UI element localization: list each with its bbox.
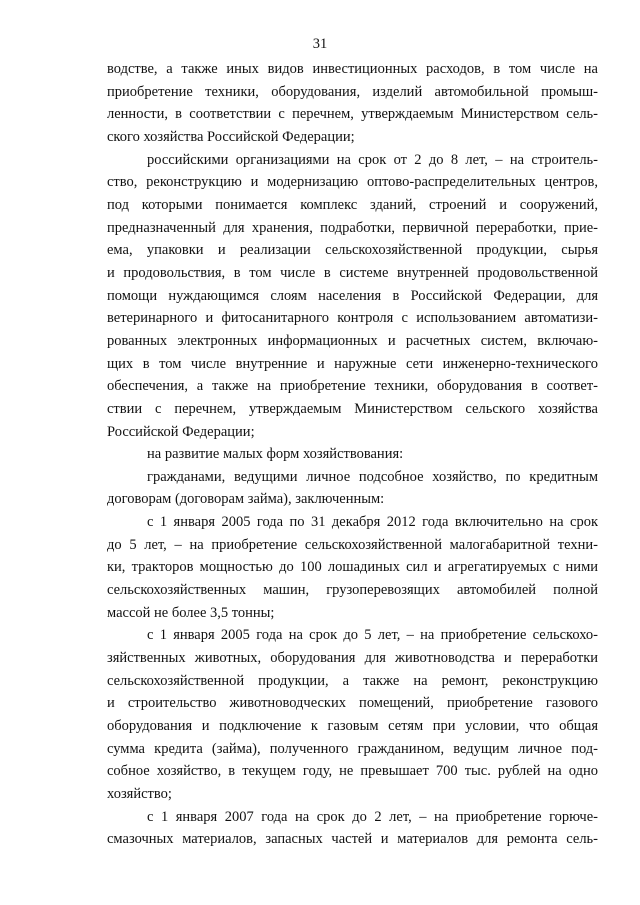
body-text xyxy=(107,58,598,851)
text-line: собное хозяйство, в текущем году, не превышает 700 тыс. рублей на одно xyxy=(107,763,598,780)
text-line: ство, реконструкцию и модернизацию оптово-распределительных центров, xyxy=(107,174,598,191)
text-line: массой не более 3,5 тонны; xyxy=(107,604,275,621)
text-line: ствии с перечнем, утверждаемым Министерством сельского хозяйства xyxy=(107,400,598,417)
text-line: оборудования и подключение к газовым сетям при условии, что общая xyxy=(107,718,598,735)
text-line: смазочных материалов, запасных частей и материалов для ремонта сель- xyxy=(107,831,598,848)
text-line: сельскохозяйственных машин, грузоперевозящих автомобилей полной xyxy=(107,582,598,599)
text-line: ветеринарного и фитосанитарного контроля с использованием автоматизи- xyxy=(107,310,598,327)
text-line: помощи нуждающимся слоям населения в Российской Федерации, для xyxy=(107,287,598,304)
text-line: ленности, в соответствии с перечнем, утверждаемым Министерством сель- xyxy=(107,106,598,123)
text-line: сельскохозяйственной продукции, а также на ремонт, реконструкцию xyxy=(107,672,598,689)
text-line: хозяйство; xyxy=(107,786,172,802)
text-line: гражданами, ведущими личное подсобное хозяйство, по кредитным xyxy=(147,468,598,485)
text-line: обеспечения, а также на приобретение техники, оборудования в соответ- xyxy=(107,378,598,395)
text-line: договорам (договорам займа), заключенным: xyxy=(107,491,385,508)
text-line: ки, тракторов мощностью до 100 лошадиных сил и агрегатируемых с ними xyxy=(107,559,598,576)
text-line: российскими организациями на срок от 2 до 8 лет, – на строитель- xyxy=(147,151,598,168)
text-line: с 1 января 2005 года по 31 декабря 2012 года включительно на срок xyxy=(147,514,598,531)
text-line: с 1 января 2005 года на срок до 5 лет, – на приобретение сельскохо- xyxy=(147,627,598,644)
text-line: предназначенный для хранения, подработки, первичной переработки, прие- xyxy=(107,219,598,236)
text-line: до 5 лет, – на приобретение сельскохозяйственной малогабаритной техни- xyxy=(107,536,598,553)
text-line: и строительство животноводческих помещений, приобретение газового xyxy=(107,695,598,712)
text-line: с 1 января 2007 года на срок до 2 лет, – на приобретение горюче- xyxy=(147,808,598,825)
text-line: водстве, а также иных видов инвестиционных расходов, в том числе на xyxy=(107,61,598,77)
text-line: зяйственных животных, оборудования для животноводства и переработки xyxy=(107,650,598,667)
text-line: щих в том числе внутренние и наружные сети инженерно-технического xyxy=(107,355,598,372)
text-line: ского хозяйства Российской Федерации; xyxy=(107,128,355,145)
text-line: на развитие малых форм хозяйствования: xyxy=(147,446,404,463)
page-number: 31 xyxy=(312,36,328,52)
text-line: под которыми понимается комплекс зданий, строений и сооружений, xyxy=(107,196,598,213)
text-line: рованных электронных информационных и расчетных систем, включаю- xyxy=(107,332,598,349)
text-line: и продовольствия, в том числе в системе внутренней продовольственной xyxy=(107,264,598,281)
text-line: Российской Федерации; xyxy=(107,423,255,440)
text-line: приобретение техники, оборудования, изделий автомобильной промыш- xyxy=(107,83,598,100)
text-line: ема, упаковки и реализации сельскохозяйственной продукции, сырья xyxy=(107,242,598,259)
text-line: сумма кредита (займа), полученного гражданином, ведущим личное под- xyxy=(107,740,598,757)
